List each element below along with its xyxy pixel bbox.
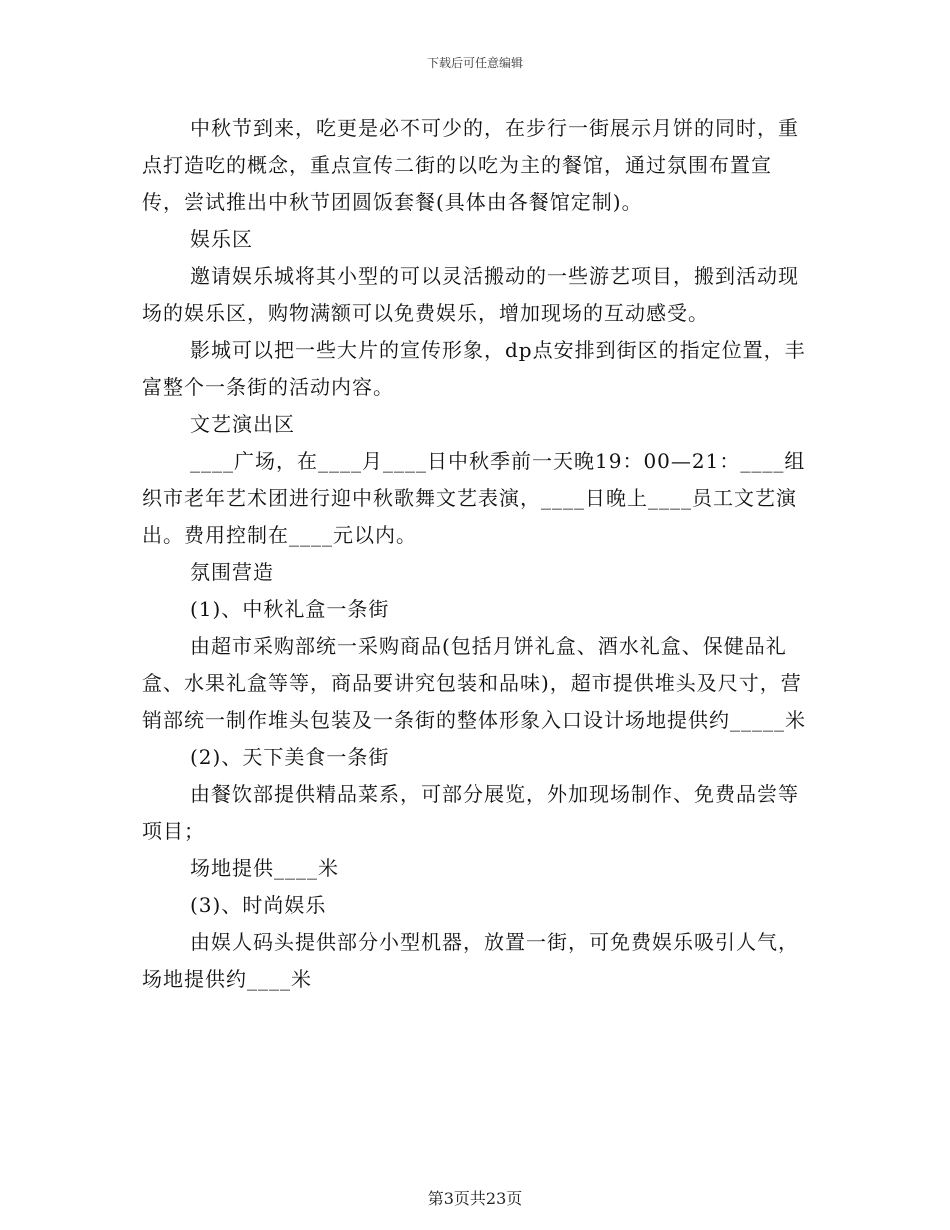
heading-fashion-entertainment: (3)、时尚娱乐 [190, 893, 327, 917]
heading-food-street: (2)、天下美食一条街 [190, 745, 390, 769]
page-footer: 第3页共23页 [427, 1189, 523, 1208]
paragraph-fashion-entertainment: 由娱人码头提供部分小型机器，放置一街，可免费娱乐吸引人气，场地提供约____米 [142, 930, 799, 991]
heading-gift-box-street: (1)、中秋礼盒一条街 [190, 597, 390, 621]
paragraph-gift-box: 由超市采购部统一采购商品(包括月饼礼盒、酒水礼盒、保健品礼盒、水果礼盒等等，商品要讲究包装和品味)，超市提供堆头及尺寸，营销部统一制作堆头包装及一条街的整体形象入口设计场地提供约_____米 [142, 634, 806, 732]
paragraph-food-street: 由餐饮部提供精品菜系，可部分展览，外加现场制作、免费品尝等项目； [142, 782, 799, 843]
paragraph-entertainment-invite: 邀请娱乐城将其小型的可以灵活搬动的一些游艺项目，搬到活动现场的娱乐区，购物满额可以免费娱乐，增加现场的互动感受。 [142, 264, 799, 325]
heading-entertainment-zone: 娱乐区 [190, 227, 253, 251]
heading-performance-zone: 文艺演出区 [190, 412, 295, 436]
paragraph-cinema: 影城可以把一些大片的宣传形象，dp点安排到街区的指定位置，丰富整个一条街的活动内容。 [142, 338, 806, 399]
paragraph-food-promotion: 中秋节到来，吃更是必不可少的，在步行一街展示月饼的同时，重点打造吃的概念，重点宣传二街的以吃为主的餐馆，通过氛围布置宣传，尝试推出中秋节团圆饭套餐(具体由各餐馆定制)。 [142, 116, 799, 214]
heading-atmosphere: 氛围营造 [190, 560, 274, 584]
page-header: 下载后可任意编辑 [426, 56, 523, 70]
paragraph-food-space: 场地提供____米 [190, 856, 339, 880]
paragraph-performance: ____广场，在____月____日中秋季前一天晚19：00—21：____组织市老年艺术团进行迎中秋歌舞文艺表演，____日晚上____员工文艺演出。费用控制在____元以内。 [142, 449, 806, 547]
document-body [142, 110, 812, 998]
